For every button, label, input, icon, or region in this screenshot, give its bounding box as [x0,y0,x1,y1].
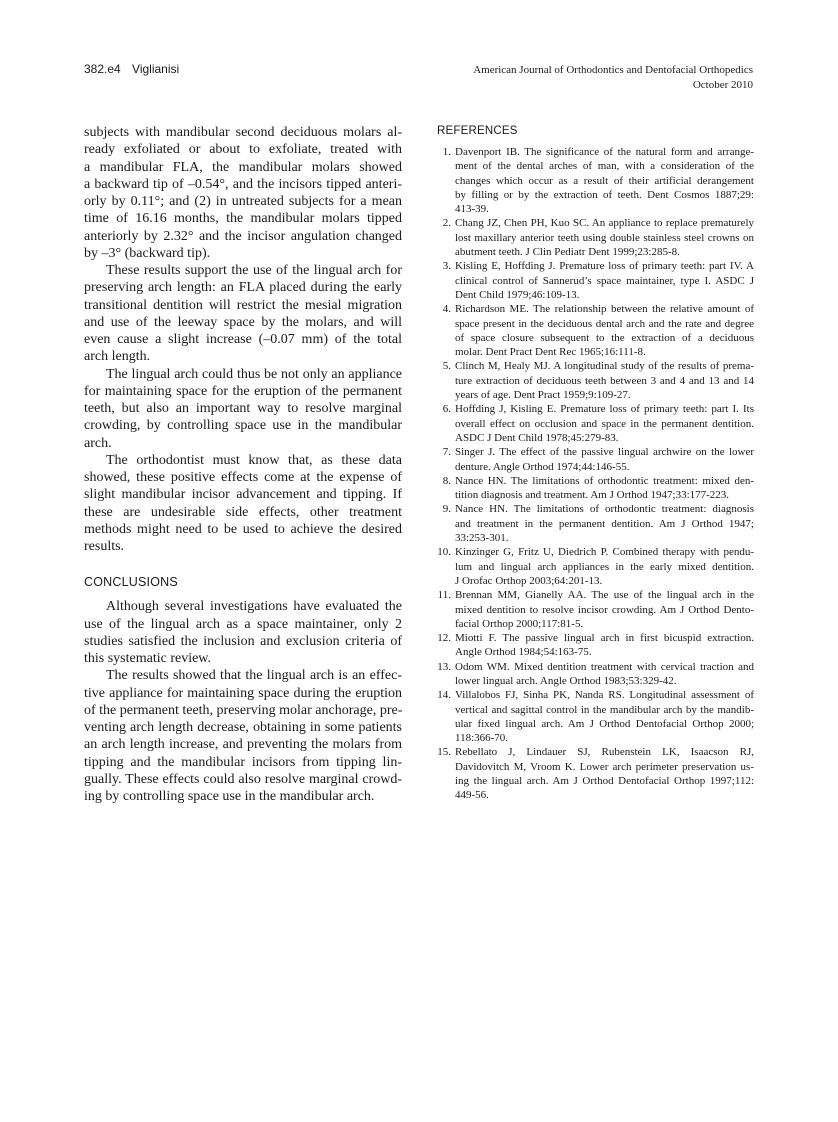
paragraph [84,262,402,366]
text-line: anteriorly by 2.32° and the incisor angulation changed [84,228,402,244]
text-line: an arch length increase, and preventing the molars from [84,737,402,753]
reference-item [437,688,754,745]
reference-line: by filling or by the extraction of teeth. Dent Cosmos 1887;29: [455,188,754,201]
paragraph [84,124,402,262]
journal-title: American Journal of Orthodontics and Dentofacial Orthopedics [473,64,753,76]
text-line: crowding, by controlling space use in the mandibular [84,418,402,434]
reference-item [437,145,754,216]
reference-line: Dent Child 1979;46:109-13. [455,288,580,301]
reference-line: years of age. Dent Pract 1959;9:109-27. [455,389,631,402]
reference-line: mixed dentition to resolve incisor crowding. Am J Orthod Dento- [455,603,754,616]
reference-item [437,216,754,259]
reference-line: Brennan MM, Gianelly AA. The use of the lingual arch in the [455,589,754,602]
reference-line: ing the lingual arch. Am J Orthod Dentofacial Orthop 1997;112: [455,775,754,788]
reference-line: lost maxillary anterior teeth using double stainless steel crowns on [455,231,754,244]
reference-item [437,660,754,689]
reference-line: lower lingual arch. Angle Orthod 1983;53:329-42. [455,674,677,687]
reference-line: 413-39. [455,203,489,216]
running-header-left [84,62,187,76]
text-line: of the permanent teeth, preserving molar anchorage, pre- [84,702,403,718]
text-line: arch length. [84,349,151,365]
text-line: tive appliance for maintaining space during the eruption [84,685,402,701]
text-line: methods might need to be used to achieve the desired [84,521,402,537]
reference-line: Clinch M, Healy MJ. A longitudinal study of the results of prema- [455,360,754,373]
reference-number: 6. [442,403,451,416]
text-line: transitional dentition will restrict the mesial migration [84,297,402,313]
text-line: preserving arch length: an FLA placed during the early [84,280,402,296]
text-line: subjects with mandibular second deciduous molars al- [84,125,402,140]
text-line: and use of the leeway space by the molars, and will [84,314,402,330]
reference-line: Richardson ME. The relationship between the relative amount of [455,303,754,316]
reference-line: Nance HN. The limitations of orthodontic treatment: mixed den- [455,474,754,487]
reference-line: Davenport IB. The significance of the natural form and arrange- [455,146,754,158]
text-line: gually. These effects could also resolve marginal crowd- [84,771,402,787]
reference-number: 13. [437,660,451,673]
text-line: The orthodontist must know that, as these data [106,452,402,468]
reference-line: Hoffding J, Kisling E. Premature loss of primary teeth: part I. Its [455,403,754,416]
author-name: Viglianisi [132,62,180,76]
text-line: slight mandibular incisor advancement and tipping. If [84,487,402,503]
text-line: ready exfoliated or about to exfoliate, treated with [84,142,402,158]
reference-line: clinical control of Sannerud’s space maintainer, type I. ASDC J [455,274,754,287]
page-number: 382.e4 [84,62,121,76]
text-line: studies satisfied the inclusion and exclusion criteria of [84,633,402,649]
reference-line: 449-56. [455,789,489,802]
reference-line: ment of the dental arches of man, with a consideration of the [455,160,754,173]
reference-number: 8. [442,474,451,487]
reference-line: Singer J. The effect of the passive lingual archwire on the lower [455,446,754,459]
text-line: a backward tip of –0.54°, and the incisors tipped anteri- [84,176,402,192]
reference-line: Kinzinger G, Fritz U, Diedrich P. Combined therapy with pendu- [455,546,754,559]
reference-line: overall effect on occlusion and space in the permanent dentition. [455,417,754,430]
text-line: a mandibular FLA, the mandibular molars showed [84,159,402,175]
reference-line: changes which occur as a result of their artificial derangement [455,174,754,187]
reference-number: 15. [437,746,451,759]
text-line: for maintaining space for the eruption of the permanent [84,383,402,399]
text-line: time of 16.16 months, the mandibular molars tipped [84,211,402,227]
reference-item [437,259,754,302]
issue-date: October 2010 [692,79,753,91]
reference-line: Miotti F. The passive lingual arch in first bicuspid extraction. [455,632,754,645]
reference-number: 2. [442,217,451,230]
running-header-right [473,63,753,93]
reference-number: 10. [437,546,451,559]
text-line: These results support the use of the lingual arch for [106,263,402,278]
reference-line: space present in the deciduous dental arch and the rate and degree [455,317,754,330]
text-line: orly by 0.11°; and (2) in untreated subjects for a mean [84,194,402,209]
reference-item [437,359,754,402]
reference-line: Rebellato J, Lindauer SJ, Rubenstein LK, Isaacson RJ, [455,746,754,759]
reference-line: and treatment in the permanent dentition. Am J Orthod 1947; [455,517,754,530]
reference-number: 5. [442,360,451,373]
paragraph [84,366,402,452]
references-heading: REFERENCES [437,125,518,137]
reference-item [437,502,754,545]
reference-line: Nance HN. The limitations of orthodontic treatment: diagnosis [455,503,754,516]
reference-line: Odom WM. Mixed dentition treatment with cervical traction and [455,660,754,673]
text-line: tipping and the mandibular incisors from tipping lin- [84,754,402,770]
text-line: teeth, but also an important way to resolve marginal [84,401,402,416]
reference-item [437,302,754,359]
reference-line: of space closure subsequent to the extraction of a deciduous [455,331,754,344]
text-line: results. [84,539,125,554]
text-line: ing by controlling space use in the mandibular arch. [84,789,375,804]
reference-line: abutment teeth. J Clin Pediatr Dent 1999;23:285-8. [455,246,680,259]
reference-line: Villalobos FJ, Sinha PK, Nanda RS. Longitudinal assessment of [455,689,754,702]
reference-item [437,631,754,660]
text-line: use of the lingual arch as a space maintainer, only 2 [84,616,402,632]
reference-item [437,402,754,445]
paragraph [84,667,402,805]
reference-item [437,474,754,503]
text-line: venting arch length decrease, obtaining in some patients [84,720,402,735]
reference-line: J Orofac Orthop 2003;64:201-13. [455,574,603,587]
reference-line: Kisling E, Hoffding J. Premature loss of primary teeth: part IV. A [455,260,754,273]
text-line: this systematic review. [84,651,212,666]
reference-item [437,745,754,802]
text-line: arch. [84,435,112,451]
reference-item [437,445,754,474]
reference-line: ASDC J Dent Child 1978;45:279-83. [455,431,619,444]
reference-line: denture. Angle Orthod 1974;44:146-55. [455,460,630,473]
text-line: these are undesirable side effects, other treatment [84,504,402,520]
reference-line: Angle Orthod 1984;54:163-75. [455,646,592,659]
reference-line: Davidovitch M, Vroom K. Lower arch perimeter preservation us- [455,760,754,773]
section-heading: CONCLUSIONS [84,575,178,590]
text-line: The results showed that the lingual arch is an effec- [106,668,402,684]
reference-line: ular fixed lingual arch. Am J Orthod Dentofacial Orthop 2000; [455,717,754,730]
reference-number: 11. [437,589,451,602]
reference-number: 4. [442,303,451,316]
reference-number: 3. [442,260,451,273]
reference-line: facial Orthop 2000;117:81-5. [455,617,584,630]
reference-number: 1. [442,146,451,158]
paragraph [84,598,402,667]
reference-item [437,588,754,631]
reference-list [437,145,754,803]
references-column [437,125,754,803]
reference-line: 118:366-70. [455,732,509,745]
text-line: showed, these positive effects come at the expense of [84,470,402,485]
reference-number: 7. [442,446,451,459]
text-line: by –3° (backward tip). [84,245,211,261]
reference-number: 14. [437,689,451,702]
reference-number: 9. [442,503,451,516]
reference-line: 33:253-301. [455,532,509,545]
body-text-column [84,124,402,805]
reference-line: Chang JZ, Chen PH, Kuo SC. An appliance to replace prematurely [455,217,754,230]
reference-line: tition diagnosis and treatment. Am J Orthod 1947;33:177-223. [455,489,730,502]
text-line: The lingual arch could thus be not only an appliance [106,366,402,382]
reference-line: lum and lingual arch appliances in the early mixed dentition. [455,560,754,573]
reference-line: molar. Dent Pract Dent Rec 1965;16:111-8. [455,346,646,359]
text-line: even cause a slight increase (–0.07 mm) of the total [84,332,402,347]
text-line: Although several investigations have evaluated the [106,599,402,615]
reference-item [437,545,754,588]
reference-number: 12. [437,632,451,645]
paragraph [84,452,402,556]
reference-line: vertical and sagittal control in the mandibular arch by the mandib- [455,703,754,716]
reference-line: ture extraction of deciduous teeth between 3 and 4 and 13 and 14 [455,374,754,387]
